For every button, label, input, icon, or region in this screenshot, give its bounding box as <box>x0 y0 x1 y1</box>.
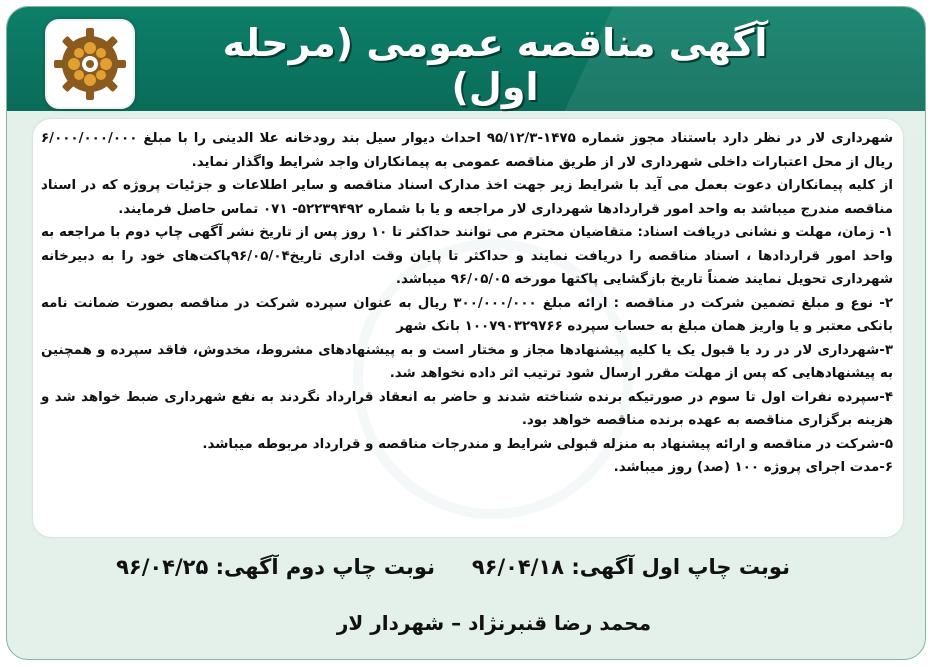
first-print-date: نوبت چاپ اول آگهی: ۹۶/۰۴/۱۸ <box>471 555 790 579</box>
second-print-date: نوبت چاپ دوم آگهی: ۹۶/۰۴/۲۵ <box>116 555 435 579</box>
municipality-emblem-icon <box>52 26 128 102</box>
notice-frame <box>6 6 926 660</box>
notice-title: آگهی مناقصه عمومی (مرحله اول) <box>222 21 768 109</box>
paragraph-clause-2: ۲- نوع و مبلغ تضمین شرکت در مناقصه : ارائه مبلغ ۳۰۰/۰۰۰/۰۰۰ ریال به عنوان سپرده شرکت در مناقصه بصورت ضمانت نامه بانکی معتبر و یا واریز همان مبلغ به حساب سپرده ۱۰۰۷۹۰۳۲۹۷۶۶ بانک شهر <box>41 295 893 334</box>
signature-line <box>7 611 925 635</box>
paragraph-clause-4: ۴-سپرده نفرات اول تا سوم در صورتیکه برنده شناخته شدند و حاضر به انعقاد قرارداد نگردند به نفع شهرداری ضبط خواهد شد و هزینه برگزاری مناقصه به عهده برنده مناقصه خواهد بود. <box>41 389 893 428</box>
paragraph-clause-3: ۳-شهرداری لار در رد یا قبول یک یا کلیه پیشنهادها مجاز و مختار است و به پیشنهادهای مشروط، مخدوش، فاقد سپرده و همچنین به پیشنهادهایی که پس از مهلت مقرر ارسال شود ترتیب اثر داده نخواهد شد. <box>41 342 893 381</box>
paragraph-clause-5: ۵-شرکت در مناقصه و ارائه پیشنهاد به منزله قبولی شرایط و مندرجات مناقصه و قرارداد مربوطه میباشد. <box>202 436 893 452</box>
signature-text: محمد رضا قنبرنژاد – شهردار لار <box>336 611 652 635</box>
notice-body <box>33 119 903 537</box>
logo <box>45 19 135 109</box>
paragraph-clause-1: ۱- زمان، مهلت و نشانی دریافت اسناد: متقاضیان محترم می توانند حداکثر تا ۱۰ روز پس از تاریخ نشر آگهی چاپ دوم با مراجعه به واحد امور قراردادها ، اسناد مناقصه را دریافت نمایند و حداکثر تا پایان وقت اداری تاریخ۹۶/۰۵/۰۴پاکت‌های خود را به دبیرخانه شهرداری تحویل نمایند ضمناً تاریخ بازگشایی پاکتها مورخه ۹۶/۰۵/۰۵ میباشد. <box>41 225 893 287</box>
paragraph-intro: شهرداری لار در نظر دارد باستناد مجوز شماره ۱۴۷۵-۹۵/۱۲/۳ احداث دیوار سیل بند رودخانه علا الدینی را با مبلغ ۶/۰۰۰/۰۰۰/۰۰۰ ریال از محل اعتبارات داخلی شهرداری لار از طریق مناقصه عمومی به پیمانکاران واجد شرایط واگذار نماید. <box>41 131 893 170</box>
paragraph-clause-6: ۶-مدت اجرای پروژه ۱۰۰ (صد) روز میباشد. <box>613 460 893 475</box>
paragraph-invitation: از کلیه پیمانکاران دعوت بعمل می آید با شرایط زیر جهت اخذ مدارک اسناد مناقصه و سایر اطلاعات و جزئیات پروژه که در اسناد مناقصه مندرج میباشد به واحد امور قراردادها شهرداری لار مراجعه و یا با شماره ۵۲۲۳۹۴۹۲- ۰۷۱ تماس حاصل فرمایند. <box>41 178 893 217</box>
notice-text <box>41 127 893 480</box>
